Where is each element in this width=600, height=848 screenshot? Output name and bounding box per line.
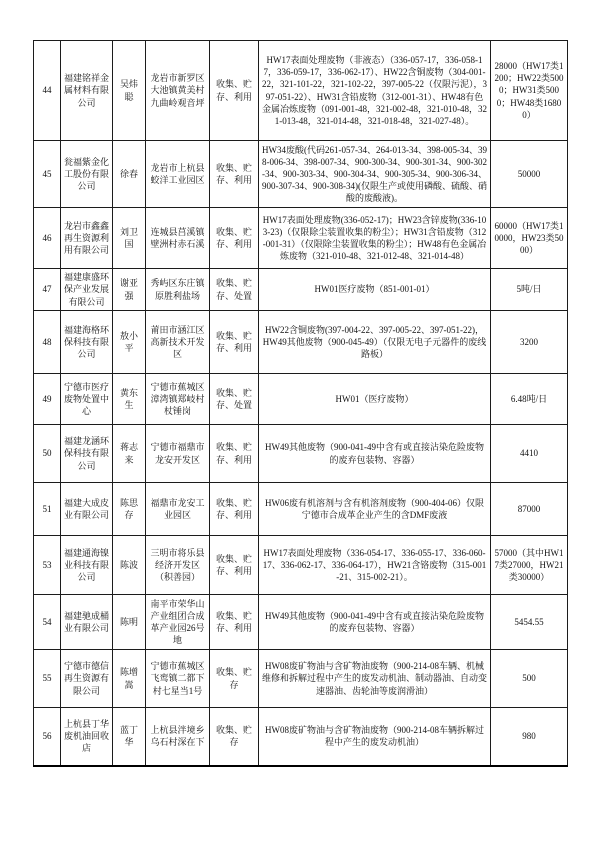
cell-operation: 收集、贮存、利用 xyxy=(210,208,259,269)
table-row xyxy=(34,269,568,311)
cell-capacity: 60000（HW17类10000，HW23类5000） xyxy=(491,208,568,269)
cell-company: 宁德市德信再生资源有限公司 xyxy=(61,650,113,708)
table-row xyxy=(34,425,568,483)
cell-no: 53 xyxy=(34,536,61,595)
cell-waste: HW17表面处理废物(336-052-17)；HW23含锌废物(336-103-23)（仅限除尘装置收集的粉尘）；HW31含铅废物（312-001-31）（仅限除尘装置收集的粉尘）；HW48有色金属冶炼废物（321-010-48、321-012-48、321-014-48） xyxy=(259,208,491,269)
cell-company: 龙岩市鑫鑫再生资源利用有限公司 xyxy=(61,208,113,269)
cell-representative: 蓝丁华 xyxy=(113,708,146,766)
cell-no: 50 xyxy=(34,425,61,483)
cell-operation: 收集、贮存、利用 xyxy=(210,536,259,595)
table-row xyxy=(34,41,568,141)
cell-representative: 陈思存 xyxy=(113,483,146,536)
cell-waste: HW01（医疗废物） xyxy=(259,374,491,425)
cell-address: 宁德市福鼎市龙安开发区 xyxy=(146,425,210,483)
cell-waste: HW08废矿物油与含矿物油废物（900-214-08车辆拆解过程中产生的废发动机油） xyxy=(259,708,491,766)
hazardous-waste-table xyxy=(33,40,568,767)
table-row xyxy=(34,208,568,269)
cell-address: 南平市荣华山产业组团合成革产业园26号地 xyxy=(146,595,210,650)
table-row xyxy=(34,311,568,374)
cell-capacity: 5454.55 xyxy=(491,595,568,650)
cell-operation: 收集、贮存、利用 xyxy=(210,41,259,141)
cell-representative: 陈波 xyxy=(113,536,146,595)
cell-no: 54 xyxy=(34,595,61,650)
table-row xyxy=(34,536,568,595)
cell-capacity: 3200 xyxy=(491,311,568,374)
cell-company: 宁德市医疗废物处置中心 xyxy=(61,374,113,425)
cell-company: 上杭县丁华废机油回收店 xyxy=(61,708,113,766)
cell-operation: 收集、贮存、利用 xyxy=(210,311,259,374)
cell-operation: 收集、贮存、利用 xyxy=(210,483,259,536)
cell-no: 45 xyxy=(34,141,61,208)
cell-capacity: 87000 xyxy=(491,483,568,536)
cell-representative: 吴炜聪 xyxy=(113,41,146,141)
cell-waste: HW22含铜废物(397-004-22、397-005-22、397-051-22)，HW49其他废物（900-045-49）（仅限无电子元器件的废线路板） xyxy=(259,311,491,374)
cell-waste: HW34废酸(代码261-057-34、264-013-34、398-005-34、398-006-34、398-007-34、900-300-34、900-301-34、900-302-34、900-303-34、900-304-34、900-305-34、900-306-34、900-307-34、900-308-34)(仅限生产或使用磷酸、硫酸、硝酸的废酸液)。 xyxy=(259,141,491,208)
table-row xyxy=(34,374,568,425)
table-row xyxy=(34,141,568,208)
cell-capacity: 57000（其中HW17类27000，HW21类30000） xyxy=(491,536,568,595)
cell-waste: HW49其他废物（900-041-49中含有或直接沾染危险废物的废弃包装物、容器） xyxy=(259,425,491,483)
cell-waste: HW01医疗废物（851-001-01） xyxy=(259,269,491,311)
cell-representative: 刘卫国 xyxy=(113,208,146,269)
cell-no: 48 xyxy=(34,311,61,374)
table-row xyxy=(34,595,568,650)
cell-address: 宁德市蕉城区漳湾镇郑岐村杖锤岗 xyxy=(146,374,210,425)
cell-company: 福建通海镍业科技有限公司 xyxy=(61,536,113,595)
table-row xyxy=(34,708,568,766)
cell-company: 福建龙涵环保科技有限公司 xyxy=(61,425,113,483)
cell-representative: 陈增嵩 xyxy=(113,650,146,708)
cell-waste: HW06废有机溶剂与含有机溶剂废物（900-404-06）仅限宁德市合成革企业产生的含DMF废液 xyxy=(259,483,491,536)
cell-operation: 收集、贮存 xyxy=(210,650,259,708)
cell-company: 福建康盛环保产业发展有限公司 xyxy=(61,269,113,311)
cell-address: 福鼎市龙安工业园区 xyxy=(146,483,210,536)
cell-no: 51 xyxy=(34,483,61,536)
cell-no: 49 xyxy=(34,374,61,425)
cell-capacity: 28000（HW17类1200；HW22类5000；HW31类5000；HW48类16800） xyxy=(491,41,568,141)
cell-no: 44 xyxy=(34,41,61,141)
cell-no: 56 xyxy=(34,708,61,766)
cell-waste: HW17表面处理废物（非液态）（336-057-17，336-058-17，336-059-17，336-062-17）、HW22含铜废物（304-001-22，321-101-22，321-102-22，397-005-22（仅限污泥），397-051-22）、HW31含铅废物（312-001-31）、HW48有色金属冶炼废物（091-001-48，321-002-48，321-010-48，321-013-48，321-014-48，321-018-48，321-027-48）。 xyxy=(259,41,491,141)
cell-company: 福建海格环保科技有限公司 xyxy=(61,311,113,374)
cell-waste: HW08废矿物油与含矿物油废物（900-214-08车辆、机械维修和拆解过程中产生的废发动机油、制动器油、自动变速器油、齿轮油等废润滑油） xyxy=(259,650,491,708)
cell-address: 宁德市蕉城区飞鸾镇二都下村七星当1号 xyxy=(146,650,210,708)
table-body xyxy=(34,41,568,766)
cell-address: 龙岩市上杭县蛟洋工业园区 xyxy=(146,141,210,208)
cell-address: 莆田市涵江区高新技术开发区 xyxy=(146,311,210,374)
cell-address: 连城县莒溪镇壁洲村赤石溪 xyxy=(146,208,210,269)
cell-waste: HW17表面处理废物（336-054-17、336-055-17、336-060-17、336-062-17、336-064-17），HW21含铬废物（315-001-21、315-002-21）。 xyxy=(259,536,491,595)
cell-company: 福建驰成桶业有限公司 xyxy=(61,595,113,650)
cell-company: 福建大成皮业有限公司 xyxy=(61,483,113,536)
cell-company: 福建铭祥金属材料有限公司 xyxy=(61,41,113,141)
cell-address: 秀屿区东庄镇原胜利盐场 xyxy=(146,269,210,311)
cell-representative: 黄东生 xyxy=(113,374,146,425)
cell-representative: 敖小平 xyxy=(113,311,146,374)
cell-capacity: 5吨/日 xyxy=(491,269,568,311)
cell-no: 47 xyxy=(34,269,61,311)
table-row xyxy=(34,650,568,708)
cell-operation: 收集、贮存、利用 xyxy=(210,141,259,208)
cell-representative: 陈明 xyxy=(113,595,146,650)
cell-capacity: 50000 xyxy=(491,141,568,208)
cell-operation: 收集、贮存、处置 xyxy=(210,374,259,425)
cell-capacity: 6.48吨/日 xyxy=(491,374,568,425)
cell-operation: 收集、贮存、利用 xyxy=(210,425,259,483)
cell-operation: 收集、贮存 xyxy=(210,708,259,766)
cell-address: 龙岩市新罗区大池镇黄美村九曲岭观音坪 xyxy=(146,41,210,141)
cell-company: 瓮福紫金化工股份有限公司 xyxy=(61,141,113,208)
cell-address: 三明市将乐县经济开发区（积善园） xyxy=(146,536,210,595)
cell-address: 上杭县泮境乡乌石村深在下 xyxy=(146,708,210,766)
cell-capacity: 980 xyxy=(491,708,568,766)
cell-representative: 徐春 xyxy=(113,141,146,208)
cell-operation: 收集、贮存、利用 xyxy=(210,595,259,650)
cell-capacity: 4410 xyxy=(491,425,568,483)
cell-representative: 谢亚强 xyxy=(113,269,146,311)
cell-waste: HW49其他废物（900-041-49中含有或直接沾染危险废物的废弃包装物、容器） xyxy=(259,595,491,650)
table-row xyxy=(34,483,568,536)
cell-no: 55 xyxy=(34,650,61,708)
cell-operation: 收集、贮存、处置 xyxy=(210,269,259,311)
cell-capacity: 500 xyxy=(491,650,568,708)
cell-no: 46 xyxy=(34,208,61,269)
cell-representative: 蒋志来 xyxy=(113,425,146,483)
